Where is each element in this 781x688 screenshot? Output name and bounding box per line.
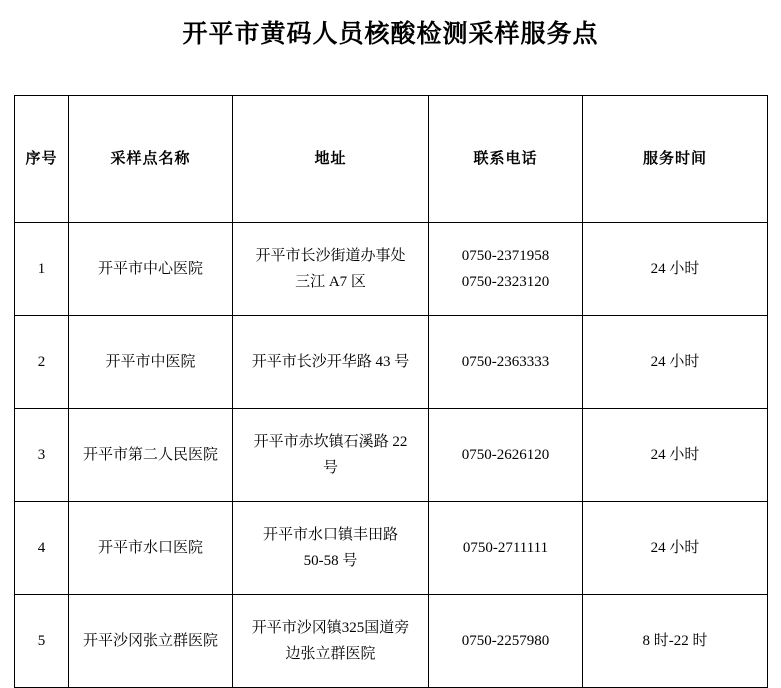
column-header-no: 序号: [15, 96, 69, 223]
column-header-phone: 联系电话: [429, 96, 583, 223]
cell-name: 开平市中心医院: [69, 223, 233, 316]
cell-no: 1: [15, 223, 69, 316]
cell-address: [233, 595, 429, 688]
table-container: [14, 95, 767, 688]
column-header-hours: 服务时间: [583, 96, 768, 223]
phone-line: 0750-2257980: [461, 633, 550, 649]
cell-no: 3: [15, 409, 69, 502]
cell-hours: 24 小时: [583, 502, 768, 595]
cell-phone: [429, 409, 583, 502]
phone-line: 0750-2711111: [462, 540, 549, 556]
table-row: [15, 223, 768, 316]
cell-hours: 24 小时: [583, 409, 768, 502]
cell-address: [233, 502, 429, 595]
cell-name: 开平市中医院: [69, 316, 233, 409]
address-line: 开平市长沙街道办事处: [255, 248, 406, 264]
phone-line: 0750-2626120: [461, 447, 550, 463]
phone-line: 0750-2323120: [461, 274, 550, 290]
cell-hours: 24 小时: [583, 316, 768, 409]
page-title: 开平市黄码人员核酸检测采样服务点: [182, 21, 599, 48]
cell-hours: 24 小时: [583, 223, 768, 316]
address-line: 号: [322, 460, 338, 476]
address-line: 三江 A7 区: [295, 274, 366, 290]
address-line: 开平市沙冈镇325国道旁: [251, 620, 410, 636]
cell-name: 开平市第二人民医院: [69, 409, 233, 502]
table-row: [15, 409, 768, 502]
column-header-name: 采样点名称: [69, 96, 233, 223]
cell-phone: [429, 502, 583, 595]
cell-phone: [429, 223, 583, 316]
phone-line: 0750-2363333: [461, 354, 550, 370]
table-row: [15, 316, 768, 409]
table-row: [15, 595, 768, 688]
cell-name: 开平沙冈张立群医院: [69, 595, 233, 688]
cell-hours: 8 时-22 时: [583, 595, 768, 688]
cell-phone: [429, 595, 583, 688]
cell-phone: [429, 316, 583, 409]
table-header-row: [15, 96, 768, 223]
column-header-address: 地址: [233, 96, 429, 223]
cell-no: 4: [15, 502, 69, 595]
table-row: [15, 502, 768, 595]
address-line: 开平市赤坎镇石溪路 22: [253, 434, 408, 450]
sampling-points-table: [14, 95, 768, 688]
cell-address: [233, 409, 429, 502]
document-page: [0, 18, 781, 662]
cell-address: [233, 223, 429, 316]
address-line: 开平市长沙开华路 43 号: [251, 354, 410, 370]
cell-name: 开平市水口医院: [69, 502, 233, 595]
cell-no: 2: [15, 316, 69, 409]
cell-address: [233, 316, 429, 409]
phone-line: 0750-2371958: [461, 248, 550, 264]
address-line: 边张立群医院: [285, 646, 376, 662]
address-line: 开平市水口镇丰田路: [262, 527, 398, 543]
cell-no: 5: [15, 595, 69, 688]
address-line: 50-58 号: [303, 553, 358, 569]
